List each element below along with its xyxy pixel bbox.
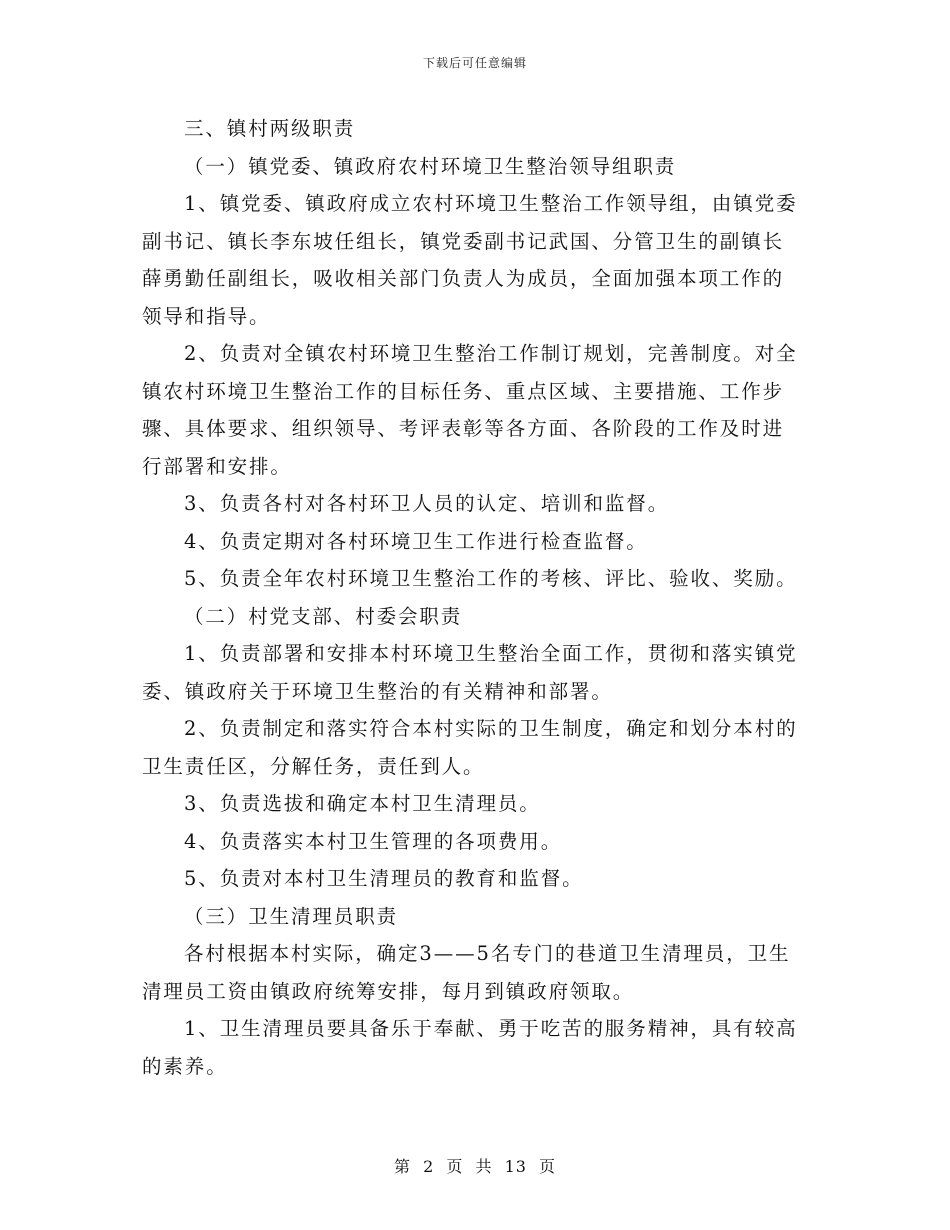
paragraph-line: 5、负责对本村卫生清理员的教育和监督。 <box>184 867 584 890</box>
paragraph-line: 委、镇政府关于环境卫生整治的有关精神和部署。 <box>142 679 613 703</box>
paragraph-line: 1、镇党委、镇政府成立农村环境卫生整治工作领导组，由镇党委 <box>184 192 798 215</box>
paragraph-line: 清理员工资由镇政府统筹安排，每月到镇政府领取。 <box>142 979 635 1003</box>
footer-suffix: 页 <box>539 1157 557 1176</box>
footer-page-word: 页 <box>446 1157 464 1176</box>
subsection-heading: （二）村党支部、村委会职责 <box>184 604 463 628</box>
footer-prefix: 第 <box>393 1157 411 1176</box>
paragraph-line: 卫生责任区，分解任务，责任到人。 <box>142 754 485 778</box>
paragraph-line: 2、负责对全镇农村环境卫生整治工作制订规划，完善制度。对全 <box>184 342 798 365</box>
paragraph-line: 3、负责各村对各村环卫人员的认定、培训和监督。 <box>184 492 670 515</box>
footer-total-word: 共 <box>475 1157 493 1176</box>
section-heading: 三、镇村两级职责 <box>184 117 356 140</box>
paragraph-line: 镇农村环境卫生整治工作的目标任务、重点区域、主要措施、工作步 <box>142 379 785 403</box>
page-footer <box>0 1154 950 1177</box>
paragraph-line: 4、负责落实本村卫生管理的各项费用。 <box>184 829 563 853</box>
paragraph-line: 行部署和安排。 <box>142 454 292 478</box>
current-page-number: 2 <box>423 1157 435 1176</box>
download-note: 下载后可任意编辑 <box>422 56 527 70</box>
subsection-heading: （三）卫生清理员职责 <box>184 904 399 928</box>
paragraph-line: 4、负责定期对各村环境卫生工作进行检查监督。 <box>184 529 648 553</box>
paragraph-line: 的素养。 <box>142 1054 228 1078</box>
paragraph-line: 领导和指导。 <box>142 304 271 328</box>
paragraph-line: 各村根据本村实际，确定3——5名专门的巷道卫生清理员，卫生 <box>184 942 791 965</box>
paragraph-line: 副书记、镇长李东坡任组长，镇党委副书记武国、分管卫生的副镇长 <box>142 229 785 253</box>
document-body <box>142 110 810 1085</box>
paragraph-line: 2、负责制定和落实符合本村实际的卫生制度，确定和划分本村的 <box>184 717 798 740</box>
paragraph-line: 1、负责部署和安排本村环境卫生整治全面工作，贯彻和落实镇党 <box>184 642 798 665</box>
paragraph-line: 1、卫生清理员要具备乐于奉献、勇于吃苦的服务精神，具有较高 <box>184 1017 798 1040</box>
paragraph-line: 薛勇勤任副组长，吸收相关部门负责人为成员，全面加强本项工作的 <box>142 267 785 290</box>
total-pages-number: 13 <box>504 1157 527 1176</box>
paragraph-line: 3、负责选拔和确定本村卫生清理员。 <box>184 792 541 815</box>
paragraph-line: 骤、具体要求、组织领导、考评表彰等各方面、各阶段的工作及时进 <box>142 417 785 440</box>
subsection-heading: （一）镇党委、镇政府农村环境卫生整治领导组职责 <box>184 154 677 178</box>
paragraph-line: 5、负责全年农村环境卫生整治工作的考核、评比、验收、奖励。 <box>184 567 798 590</box>
